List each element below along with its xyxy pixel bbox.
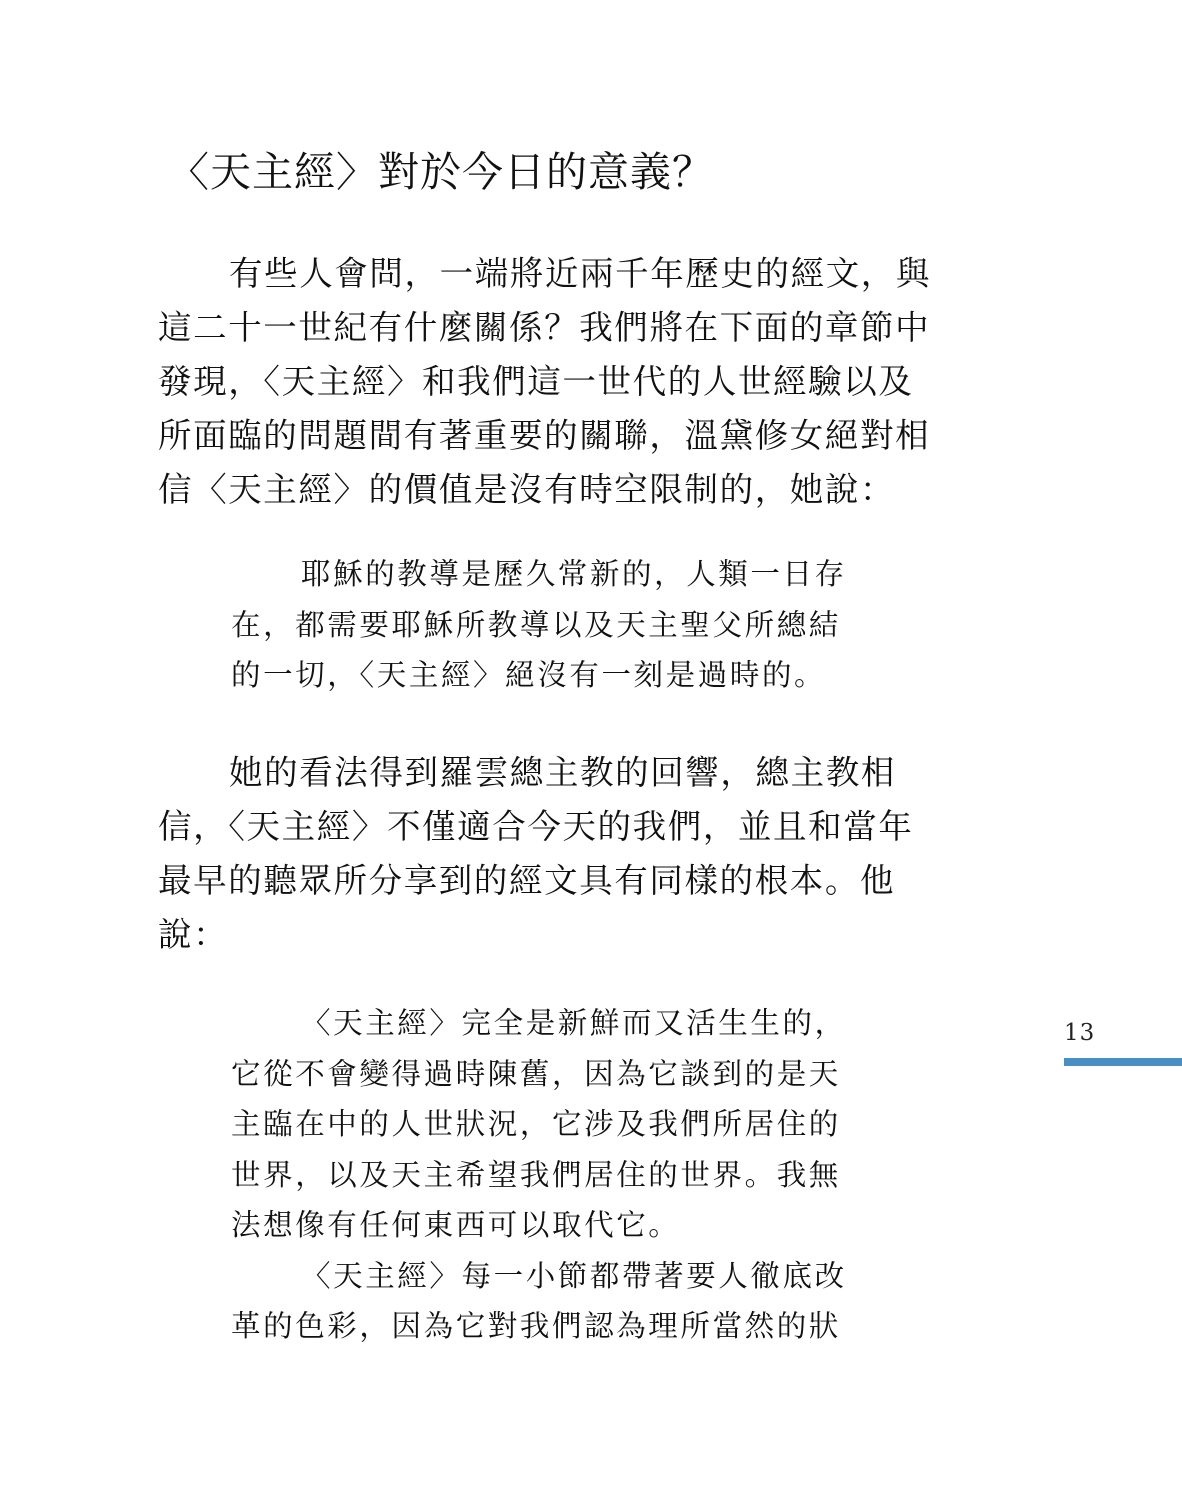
- quote-2-line: 它從不會變得過時陳舊，因為它談到的是天: [231, 1056, 841, 1091]
- quote-2-line: 世界，以及天主希望我們居住的世界。我無: [231, 1157, 841, 1192]
- page-number: 13: [1064, 1020, 1096, 1046]
- chapter-title: 〈天主經〉對於今日的意義？: [168, 148, 714, 196]
- block-quote-2: [231, 998, 881, 1352]
- quote-2-line: 主臨在中的人世狀況，它涉及我們所居住的: [231, 1107, 841, 1141]
- paragraph-1-line: 發現，〈天主經〉和我們這一世代的人世經驗以及: [158, 362, 914, 401]
- paragraph-1-line: 這二十一世紀有什麼關係？我們將在下面的章節中: [158, 308, 931, 347]
- quote-2-line: 〈天主經〉每一小節都帶著要人徹底改: [301, 1258, 847, 1293]
- paragraph-1-line: 所面臨的問題間有著重要的關聯，溫黛修女絕對相: [158, 416, 931, 455]
- quote-2-line: 〈天主經〉完全是新鮮而又活生生的，: [301, 1006, 847, 1040]
- paragraph-2-line: 信，〈天主經〉不僅適合今天的我們，並且和當年: [158, 807, 914, 846]
- page-number-accent-bar: [1064, 1058, 1182, 1066]
- paragraph-1: [158, 247, 948, 517]
- paragraph-1-line: 有些人會問，一端將近兩千年歷史的經文，與: [229, 254, 931, 293]
- paragraph-2-line: 最早的聽眾所分享到的經文具有同樣的根本。他: [158, 861, 896, 900]
- quote-2-line: 法想像有任何東西可以取代它。: [231, 1208, 681, 1242]
- paragraph-2-line: 說：: [158, 915, 229, 954]
- block-quote-1: [231, 549, 881, 701]
- paragraph-1-line: 信〈天主經〉的價值是沒有時空限制的，她說：: [158, 470, 896, 509]
- paragraph-2-line: 她的看法得到羅雲總主教的回響，總主教相: [229, 753, 896, 792]
- quote-1-line: 在，都需要耶穌所教導以及天主聖父所總結: [231, 607, 841, 642]
- paragraph-2: [158, 746, 948, 962]
- quote-2-line: 革的色彩，因為它對我們認為理所當然的狀: [231, 1309, 841, 1343]
- quote-1-line: 的一切，〈天主經〉絕沒有一刻是過時的。: [231, 658, 827, 692]
- quote-1-line: 耶穌的教導是歷久常新的，人類一日存: [301, 557, 847, 591]
